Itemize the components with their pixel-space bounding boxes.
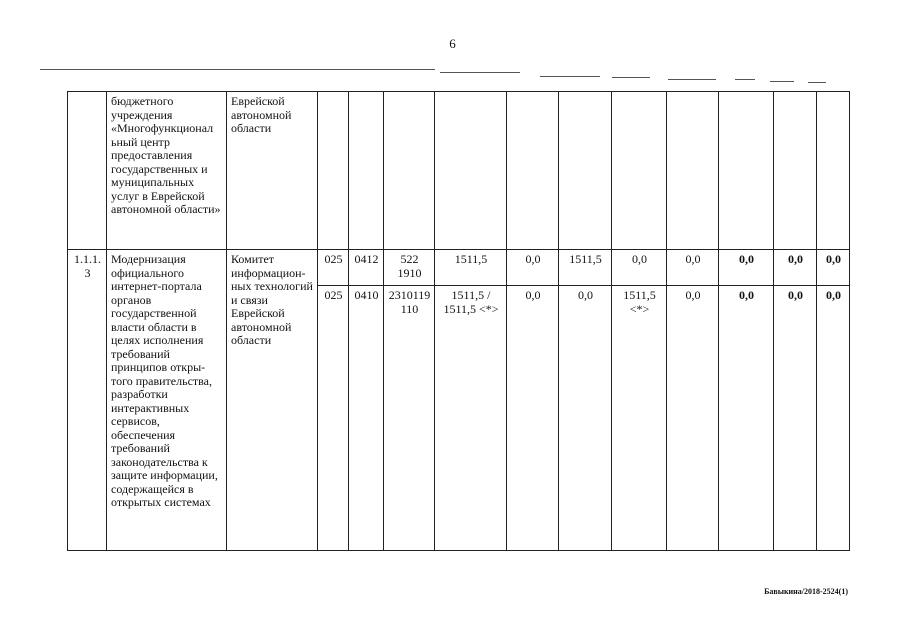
year-value-cell: 0,0 — [667, 286, 719, 551]
description-cell: Модернизация официального интернет-портала органов государственной власти области в целях исполнения требований принципов откры- того правительства, разработки интерактивных сервисов, обеспечения требований законодательства к защите информации, содержащейся в открытых системах — [107, 250, 227, 551]
page-number: 6 — [449, 36, 456, 51]
grbs-cell — [318, 92, 349, 250]
item-number-cell — [68, 92, 107, 250]
grbs-cell: 025 — [318, 250, 349, 286]
total-cell — [435, 92, 507, 250]
year-value-cell: 0,0 — [612, 250, 667, 286]
grbs-cell: 025 — [318, 286, 349, 551]
description-cell: бюджетного учреждения «Многофункционал ьный центр предоставления государственных и муниципальных услуг в Еврейской автономной области» — [107, 92, 227, 250]
document-code: Бавыкина/2018-2524(1) — [764, 587, 848, 596]
year-value-cell: 0,0 — [774, 250, 817, 286]
year-value-cell: 0,0 — [774, 286, 817, 551]
csr-cell: 522 1910 — [384, 250, 435, 286]
executor-cell: Комитет информацион- ных технологий и связи Еврейской автономной области — [227, 250, 318, 551]
year-value-cell — [774, 92, 817, 250]
csr-cell: 2310119 110 — [384, 286, 435, 551]
program-table — [67, 91, 850, 551]
year-value-cell — [667, 92, 719, 250]
total-cell: 1511,5 — [435, 250, 507, 286]
year-value-cell: 0,0 — [817, 286, 850, 551]
year-value-cell — [612, 92, 667, 250]
year-value-cell: 0,0 — [507, 250, 559, 286]
year-value-cell: 1511,5 <*> — [612, 286, 667, 551]
rzpr-cell: 0410 — [349, 286, 384, 551]
table-row — [68, 250, 850, 286]
year-value-cell: 0,0 — [719, 286, 774, 551]
rzpr-cell — [349, 92, 384, 250]
rzpr-cell: 0412 — [349, 250, 384, 286]
total-cell: 1511,5 / 1511,5 <*> — [435, 286, 507, 551]
item-number-cell: 1.1.1. 3 — [68, 250, 107, 551]
year-value-cell — [719, 92, 774, 250]
year-value-cell — [817, 92, 850, 250]
year-value-cell: 0,0 — [817, 250, 850, 286]
year-value-cell: 0,0 — [667, 250, 719, 286]
year-value-cell: 0,0 — [507, 286, 559, 551]
executor-cell: Еврейской автономной области — [227, 92, 318, 250]
year-value-cell: 0,0 — [719, 250, 774, 286]
table-row — [68, 92, 850, 250]
year-value-cell — [559, 92, 612, 250]
year-value-cell: 1511,5 — [559, 250, 612, 286]
csr-cell — [384, 92, 435, 250]
year-value-cell: 0,0 — [559, 286, 612, 551]
year-value-cell — [507, 92, 559, 250]
